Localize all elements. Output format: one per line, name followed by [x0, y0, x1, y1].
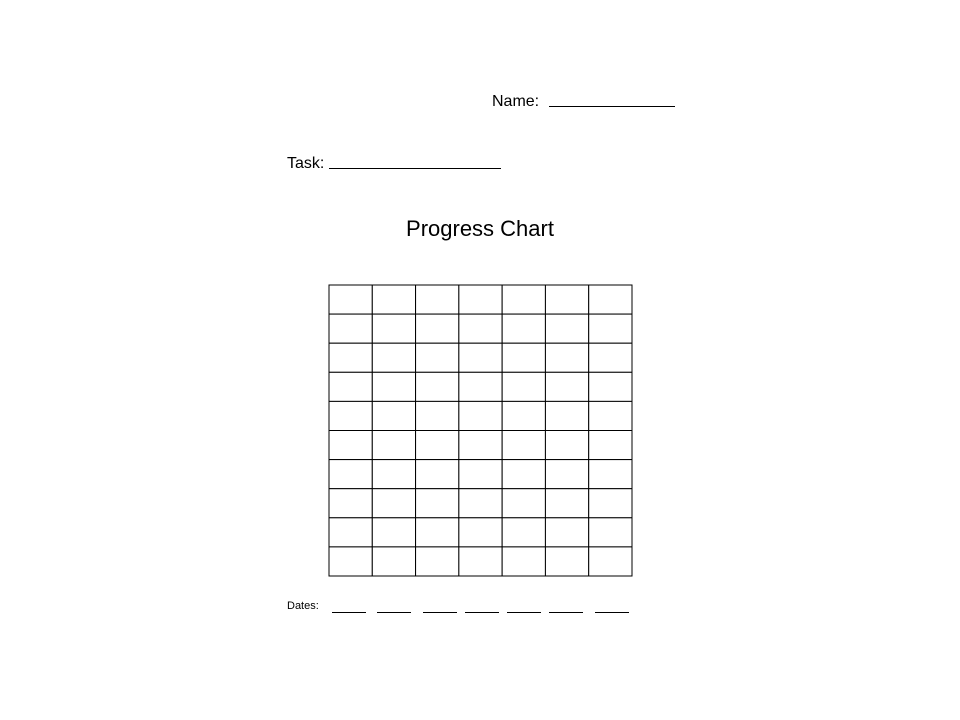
date-blank-line[interactable] — [595, 612, 629, 613]
date-blank-line[interactable] — [332, 612, 366, 613]
date-blank-line[interactable] — [465, 612, 499, 613]
grid-cell[interactable] — [416, 314, 459, 343]
grid-cell[interactable] — [502, 460, 545, 489]
grid-cell[interactable] — [589, 460, 632, 489]
task-label: Task: — [287, 155, 325, 172]
grid-cell[interactable] — [545, 285, 588, 314]
grid-cell[interactable] — [372, 314, 415, 343]
grid-cell[interactable] — [502, 285, 545, 314]
grid-cell[interactable] — [545, 343, 588, 372]
grid-cell[interactable] — [372, 285, 415, 314]
grid-cell[interactable] — [502, 314, 545, 343]
grid-cell[interactable] — [372, 372, 415, 401]
progress-grid — [328, 284, 634, 578]
grid-cell[interactable] — [459, 372, 502, 401]
grid-cell[interactable] — [416, 489, 459, 518]
grid-cell[interactable] — [589, 343, 632, 372]
grid-cell[interactable] — [372, 460, 415, 489]
date-blank-line[interactable] — [507, 612, 541, 613]
page-title: Progress Chart — [406, 216, 554, 241]
name-blank-line[interactable] — [549, 105, 675, 107]
task-field[interactable] — [287, 155, 501, 173]
name-field[interactable] — [492, 93, 675, 111]
grid-cell[interactable] — [329, 518, 372, 547]
grid-cell[interactable] — [545, 431, 588, 460]
grid-cell[interactable] — [329, 314, 372, 343]
grid-cell[interactable] — [502, 372, 545, 401]
grid-cell[interactable] — [545, 547, 588, 576]
grid-cell[interactable] — [459, 314, 502, 343]
grid-cell[interactable] — [502, 489, 545, 518]
grid-cell[interactable] — [545, 372, 588, 401]
grid-cell[interactable] — [459, 401, 502, 430]
grid-cell[interactable] — [545, 401, 588, 430]
grid-cell[interactable] — [416, 547, 459, 576]
grid-cell[interactable] — [502, 547, 545, 576]
grid-cell[interactable] — [372, 431, 415, 460]
task-blank-line[interactable] — [329, 167, 501, 169]
grid-cell[interactable] — [459, 489, 502, 518]
grid-cell[interactable] — [545, 460, 588, 489]
grid-cell[interactable] — [372, 547, 415, 576]
date-blank-line[interactable] — [549, 612, 583, 613]
grid-cell[interactable] — [589, 489, 632, 518]
grid-cell[interactable] — [416, 431, 459, 460]
grid-cell[interactable] — [589, 285, 632, 314]
grid-cell[interactable] — [329, 343, 372, 372]
dates-label: Dates: — [287, 600, 319, 612]
grid-cell[interactable] — [459, 547, 502, 576]
grid-cell[interactable] — [329, 285, 372, 314]
grid-cell[interactable] — [416, 372, 459, 401]
grid-cell[interactable] — [416, 285, 459, 314]
grid-cell[interactable] — [589, 547, 632, 576]
grid-cell[interactable] — [329, 401, 372, 430]
grid-cell[interactable] — [372, 343, 415, 372]
grid-cell[interactable] — [545, 314, 588, 343]
grid-cell[interactable] — [416, 343, 459, 372]
grid-cell[interactable] — [372, 518, 415, 547]
grid-cell[interactable] — [589, 518, 632, 547]
grid-cell[interactable] — [589, 431, 632, 460]
grid-cell[interactable] — [545, 518, 588, 547]
grid-cell[interactable] — [372, 489, 415, 518]
grid-cell[interactable] — [416, 460, 459, 489]
dates-row — [287, 600, 647, 616]
grid-cell[interactable] — [589, 372, 632, 401]
grid-cell[interactable] — [329, 460, 372, 489]
date-blank-line[interactable] — [377, 612, 411, 613]
grid-cell[interactable] — [502, 518, 545, 547]
date-blank-line[interactable] — [423, 612, 457, 613]
grid-cell[interactable] — [329, 489, 372, 518]
grid-cell[interactable] — [459, 285, 502, 314]
grid-cell[interactable] — [459, 343, 502, 372]
grid-cell[interactable] — [502, 343, 545, 372]
grid-cell[interactable] — [372, 401, 415, 430]
grid-cell[interactable] — [589, 314, 632, 343]
grid-cell[interactable] — [459, 460, 502, 489]
grid-cell[interactable] — [416, 401, 459, 430]
grid-cell[interactable] — [459, 431, 502, 460]
grid-cell[interactable] — [459, 518, 502, 547]
name-label: Name: — [492, 93, 540, 110]
grid-cell[interactable] — [416, 518, 459, 547]
grid-cell[interactable] — [589, 401, 632, 430]
grid-cell[interactable] — [502, 401, 545, 430]
grid-cell[interactable] — [545, 489, 588, 518]
grid-cell[interactable] — [502, 431, 545, 460]
grid-cell[interactable] — [329, 372, 372, 401]
grid-cell[interactable] — [329, 547, 372, 576]
grid-cell[interactable] — [329, 431, 372, 460]
